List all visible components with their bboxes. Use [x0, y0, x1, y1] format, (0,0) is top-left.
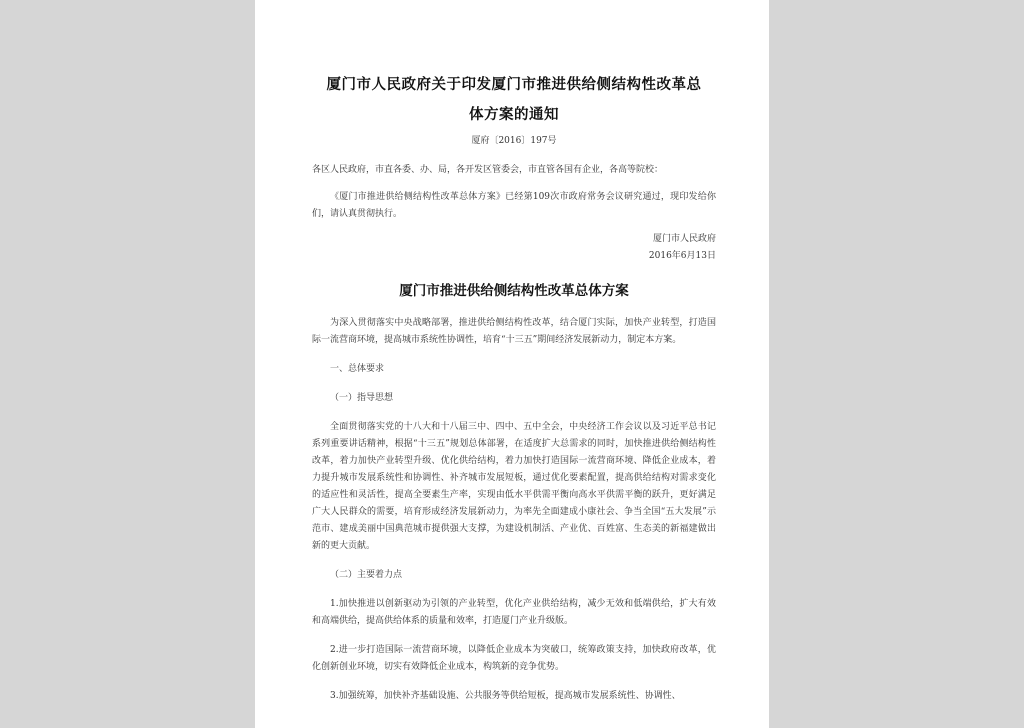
document-title-line1: 厦门市人民政府关于印发厦门市推进供给侧结构性改革总 — [326, 77, 702, 93]
document-title-line2: 体方案的通知 — [469, 107, 559, 123]
focus-point-3: 3.加强统筹，加快补齐基础设施、公共服务等供给短板，提高城市发展系统性、协调性、 — [330, 691, 681, 701]
focus-point-2: 2.进一步打造国际一流营商环境，以降低企业成本为突破口，统筹政策支持，加快政府改革，优化创新创业环境，切实有效降低企业成本，构筑新的竞争优势。 — [312, 645, 716, 672]
plan-intro: 为深入贯彻落实中央战略部署，推进供给侧结构性改革，结合厦门实际，加快产业转型，打造国际一流营商环境，提高城市系统性协调性，培育“十三五”期间经济发展新动力，制定本方案。 — [312, 318, 716, 345]
document-page — [255, 0, 769, 728]
addressee: 各区人民政府，市直各委、办、局，各开发区管委会，市直管各国有企业，各高等院校： — [312, 165, 664, 175]
notice-body: 《厦门市推进供给侧结构性改革总体方案》已经第109次市政府常务会议研究通过，现印发给你们，请认真贯彻执行。 — [312, 192, 716, 219]
focus-point-1: 1.加快推进以创新驱动为引领的产业转型，优化产业供给结构，减少无效和低端供给，扩大有效和高端供给，提高供给体系的质量和效率，打造厦门产业升级版。 — [312, 599, 716, 626]
plan-title: 厦门市推进供给侧结构性改革总体方案 — [399, 283, 629, 299]
signature-org: 厦门市人民政府 — [652, 234, 716, 244]
subsection-heading-focus: （二）主要着力点 — [330, 570, 403, 580]
section-heading-general: 一、总体要求 — [330, 364, 385, 374]
document-title — [312, 70, 716, 130]
guiding-thought-paragraph: 全面贯彻落实党的十八大和十八届三中、四中、五中全会，中央经济工作会议以及习近平总书记系列重要讲话精神，根据“十三五”规划总体部署，在适度扩大总需求的同时，加快推进供给侧结构性改革，着力加快产业转型升级、优化供给结构，着力加快打造国际一流营商环境、降低企业成本，着力提升城市发展系统性和协调性、补齐城市发展短板，通过优化要素配置，提高供给结构对需求变化的适应性和灵活性，提高全要素生产率，实现由低水平供需平衡向高水平供需平衡的跃升，更好满足广大人民群众的需要，培育形成经济发展新动力，为率先全面建成小康社会、争当全国“五大发展”示范市、建成美丽中国典范城市提供强大支撑，为建设机制活、产业优、百姓富、生态美的新福建做出新的更大贡献。 — [312, 422, 716, 551]
signature-date: 2016年6月13日 — [648, 251, 716, 261]
signature-block — [312, 231, 716, 265]
document-number: 厦府〔2016〕197号 — [471, 136, 557, 146]
page-content — [312, 70, 716, 705]
subsection-heading-guiding: （一）指导思想 — [330, 393, 394, 403]
